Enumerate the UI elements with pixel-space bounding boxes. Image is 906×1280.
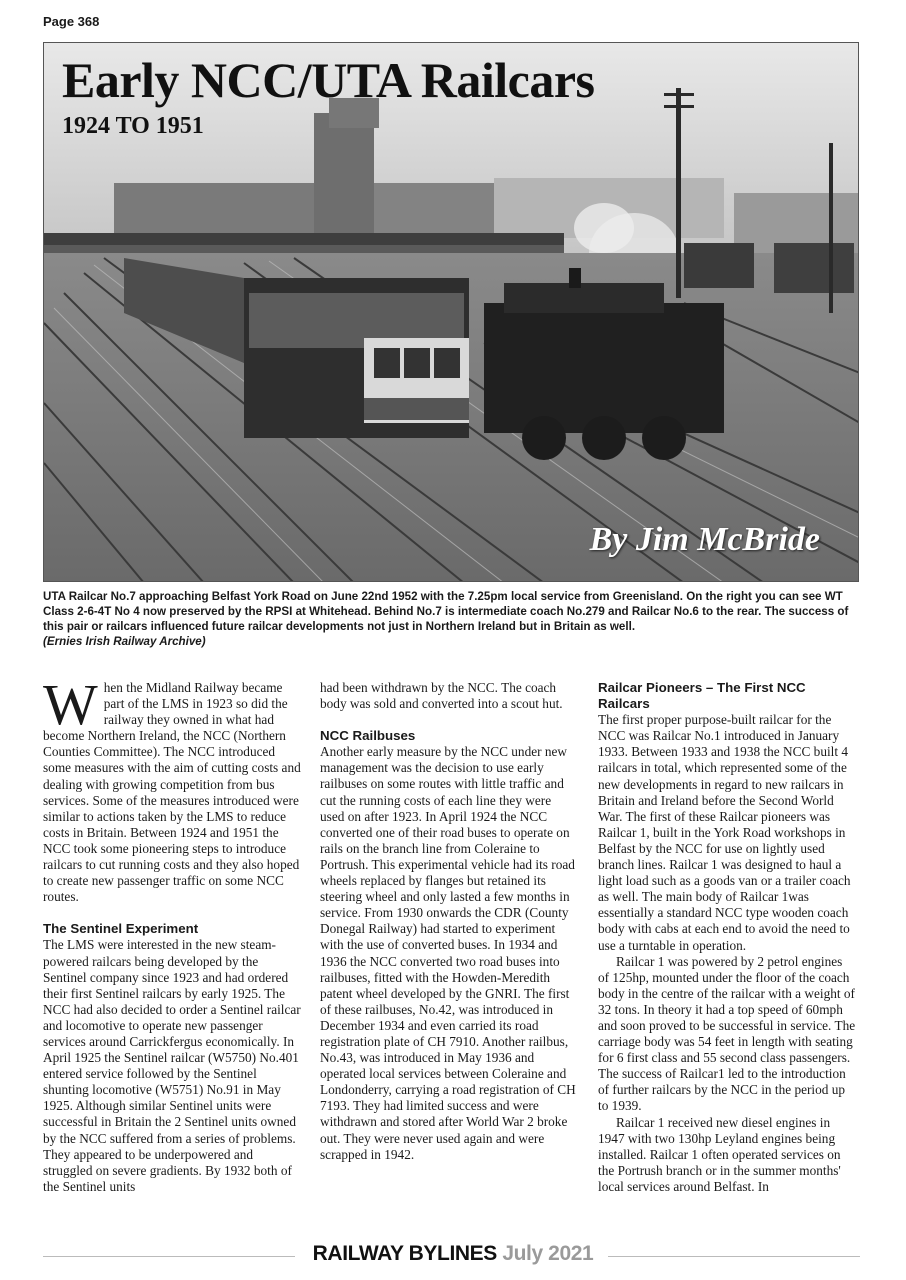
drop-cap: W (43, 672, 98, 737)
sentinel-paragraph: The LMS were interested in the new steam-powered railcars being developed by the Sentinel company since 1923 and had ordered their first Sentinel railcars by early 1925. The NCC had also decided to order a Sentinel railcar and locomotive to operate new passenger services around Carrickfergus economically. In April 1925 the Sentinel railcar (W5750) No.401 entered service followed by the Sentinel shunting locomotive (W5751) No.91 in May 1925. Although similar Sentinel units were successful in Britain the 2 Sentinel units owned by the NCC suffered from a series of problems. They appeared to be underpowered and struggled on severe gradients. By 1932 both of the Sentinel units (43, 937, 301, 1194)
section-heading-railbuses: NCC Railbuses (320, 728, 416, 744)
issue-date: July 2021 (502, 1242, 594, 1265)
section-heading-pioneers: Railcar Pioneers – The First NCC Railcars (598, 680, 806, 712)
footer (0, 1242, 906, 1266)
page-number: Page 368 (43, 14, 100, 29)
pioneers-paragraph-3: Railcar 1 received new diesel engines in 1947 with two 130hp Leyland engines being installed. Railcar 1 often operated services on the Portrush branch or in the summer months' local services around Belfast. In (598, 1114, 841, 1194)
photo-caption (43, 589, 863, 649)
pioneers-paragraph-2: Railcar 1 was powered by 2 petrol engines of 125hp, mounted under the floor of the coach body in the centre of the railcar with a weight of 32 tons. In theory it had a top speed of 60mph and soon proved to be successful in service. The carriage body was 54 feet in length with seating for 6 first class and 55 second class passengers. The success of Railcar1 led to the introduction of further railcars by the NCC in the period up to 1939. (598, 953, 856, 1114)
section-heading-sentinel: The Sentinel Experiment (43, 921, 199, 937)
column-3 (598, 680, 856, 1195)
pioneers-paragraph-1: The first proper purpose-built railcar for the NCC was Railcar No.1 introduced in January 1933. Between 1933 and 1938 the NCC built 4 railcars in total, which represented some of the new developments in regard to new railcars in Britain and Ireland before the Second World War. The first of these Railcar pioneers was Railcar 1, built in the York Road workshops in Belfast by the NCC for use on lightly used branch lines. Railcar 1 was designed to haul a light load such as a goods van or a trailer coach as well. The main body of Railcar 1was essentially a standard NCC type wooden coach body with cabs at each end to avoid the need to use a turntable in operation. (598, 712, 851, 953)
continued-paragraph: had been withdrawn by the NCC. The coach body was sold and converted into a scout hut. (320, 680, 563, 712)
column-1 (43, 672, 301, 1195)
intro-paragraph: hen the Midland Railway became part of the LMS in 1923 so did the railway they owned in what had become Northern Ireland, the NCC (Northern Counties Committee). The NCC introduced some measures with the aim of cutting costs and dealing with growing competition from bus services. Some of the measures introduced were similar to actions taken by the LMS to reduce costs in Britain. Between 1924 and 1951 the NCC took some pioneering steps to introduce railcars to cut running costs and they also hoped to create new passenger traffic on some NCC routes. (43, 680, 301, 905)
railbuses-paragraph: Another early measure by the NCC under new management was the decision to use early railbuses on some routes with little traffic and cut the running costs of each line they were used on after 1923. In April 1924 the NCC converted one of their road buses to operate on rails on the branch line from Coleraine to Portrush. This experimental vehicle had its road wheels replaced by flanges but retained its steering wheel and only lasted a few months in service. From 1930 onwards the CDR (County Donegal Railway) had started to experiment with the use of converted buses. In 1934 and 1936 the NCC converted two road buses into railbuses, fitted with the Howden-Meredith patent wheel developed by the GNRI. The first of these railbuses, No.42, was introduced in December 1934 and even carried its road registration plate of CH 7910. Another railbus, No.43, was introduced in May 1936 and operated local services between Coleraine and Londonderry, carrying a road registration of CH 7193. They had limited success and were withdrawn and stored after World War 2 broke out. They were never used again and were scrapped in 1942. (320, 744, 576, 1162)
headline: Early NCC/UTA Railcars (62, 52, 595, 108)
author-byline: By Jim McBride (589, 521, 820, 558)
hero-photo (43, 42, 859, 582)
magazine-title: RAILWAY BYLINES (312, 1242, 497, 1265)
photo-credit: (Ernies Irish Railway Archive) (43, 635, 206, 648)
subhead: 1924 TO 1951 (62, 113, 204, 139)
column-2 (320, 680, 578, 1163)
caption-text: UTA Railcar No.7 approaching Belfast York Road on June 22nd 1952 with the 7.25pm local service from Greenisland. On the right you can see WT Class 2-6-4T No 4 now preserved by the RPSI at Whitehead. Behind No.7 is intermediate coach No.279 and Railcar No.6 to the rear. The success of this pair or railcars influenced future railcar developments not just in Northern Ireland but in Britain as well. (43, 590, 849, 633)
